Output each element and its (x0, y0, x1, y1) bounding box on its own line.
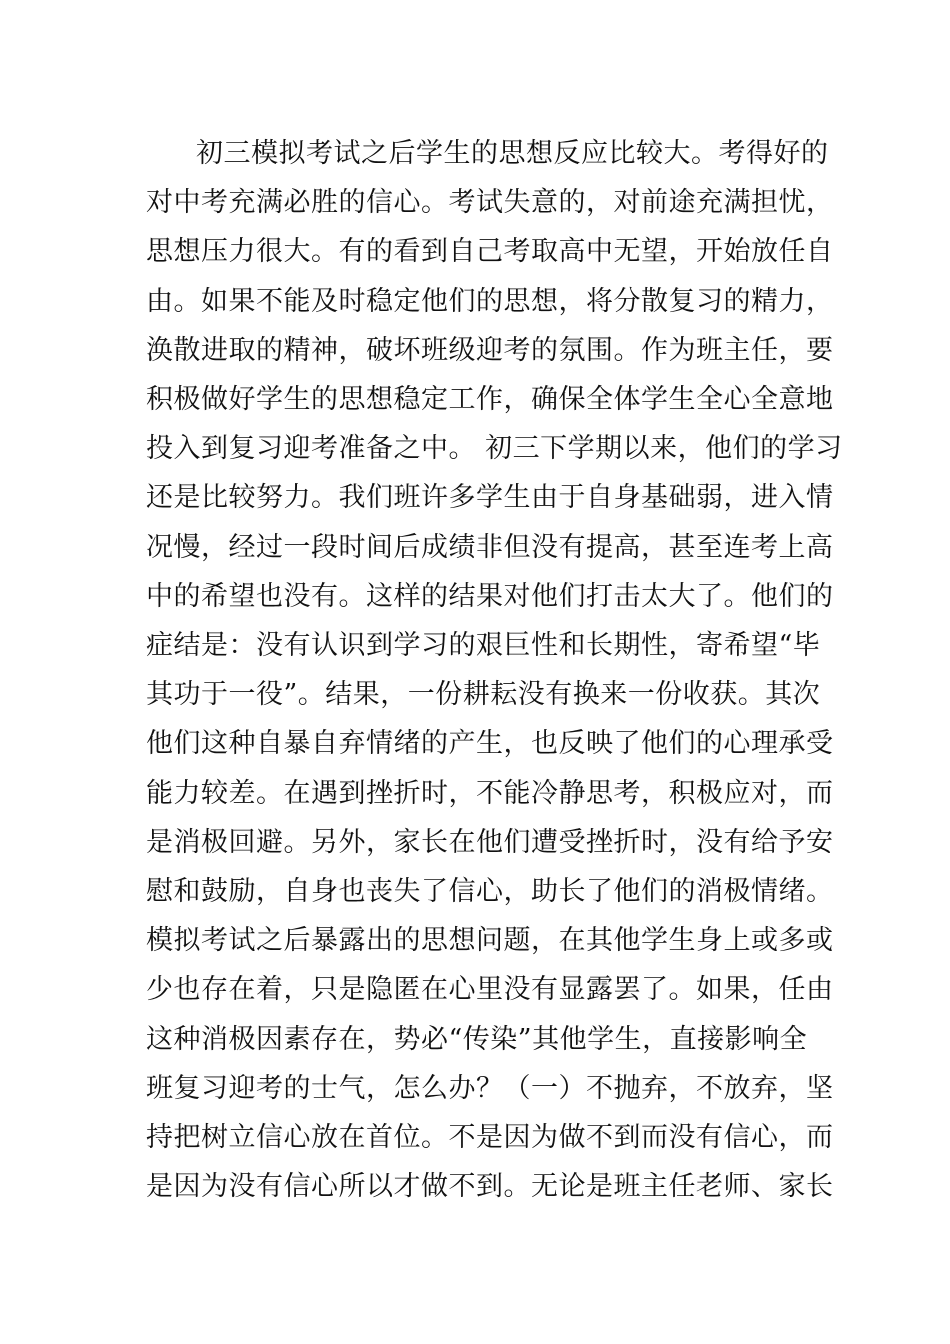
text-line: 模拟考试之后暴露出的思想问题，在其他学生身上或多或 (146, 925, 834, 956)
text-line: 投入到复习迎考准备之中。 初三下学期以来，他们的学习 (146, 433, 843, 464)
text-line: 持把树立信心放在首位。不是因为做不到而没有信心，而 (146, 1122, 834, 1153)
text-line: 还是比较努力。我们班许多学生由于自身基础弱，进入情 (146, 482, 834, 513)
text-line: 积极做好学生的思想稳定工作，确保全体学生全心全意地 (146, 384, 834, 415)
text-line: 由。如果不能及时稳定他们的思想，将分散复习的精力， (146, 286, 834, 317)
text-line: 能力较差。在遇到挫折时，不能冷静思考，积极应对，而 (146, 778, 834, 809)
text-line: 是因为没有信心所以才做不到。无论是班主任老师、家长 (146, 1171, 834, 1202)
text-line: 对中考充满必胜的信心。考试失意的，对前途充满担忧， (146, 187, 834, 218)
text-line: 是消极回避。另外，家长在他们遭受挫折时，没有给予安 (146, 827, 834, 858)
text-line: 症结是：没有认识到学习的艰巨性和长期性，寄希望“毕 (146, 630, 821, 661)
text-line: 其功于一役”。结果，一份耕耘没有换来一份收获。其次 (146, 679, 821, 710)
text-line: 况慢，经过一段时间后成绩非但没有提高，甚至连考上高 (146, 532, 834, 563)
text-line: 慰和鼓励，自身也丧失了信心，助长了他们的消极情绪。 (146, 876, 834, 907)
text-line: 涣散进取的精神，破坏班级迎考的氛围。作为班主任，要 (146, 335, 834, 366)
text-line: 思想压力很大。有的看到自己考取高中无望，开始放任自 (146, 236, 834, 267)
text-line: 初三模拟考试之后学生的思想反应比较大。考得好的 (196, 138, 829, 169)
text-line: 班复习迎考的士气，怎么办？（一）不抛弃，不放弃，坚 (146, 1073, 834, 1104)
text-line: 这种消极因素存在，势必“传染”其他学生，直接影响全 (146, 1024, 808, 1055)
text-line: 中的希望也没有。这样的结果对他们打击太大了。他们的 (146, 581, 834, 612)
text-line: 他们这种自暴自弃情绪的产生，也反映了他们的心理承受 (146, 728, 834, 759)
text-line: 少也存在着，只是隐匿在心里没有显露罢了。如果，任由 (146, 974, 834, 1005)
